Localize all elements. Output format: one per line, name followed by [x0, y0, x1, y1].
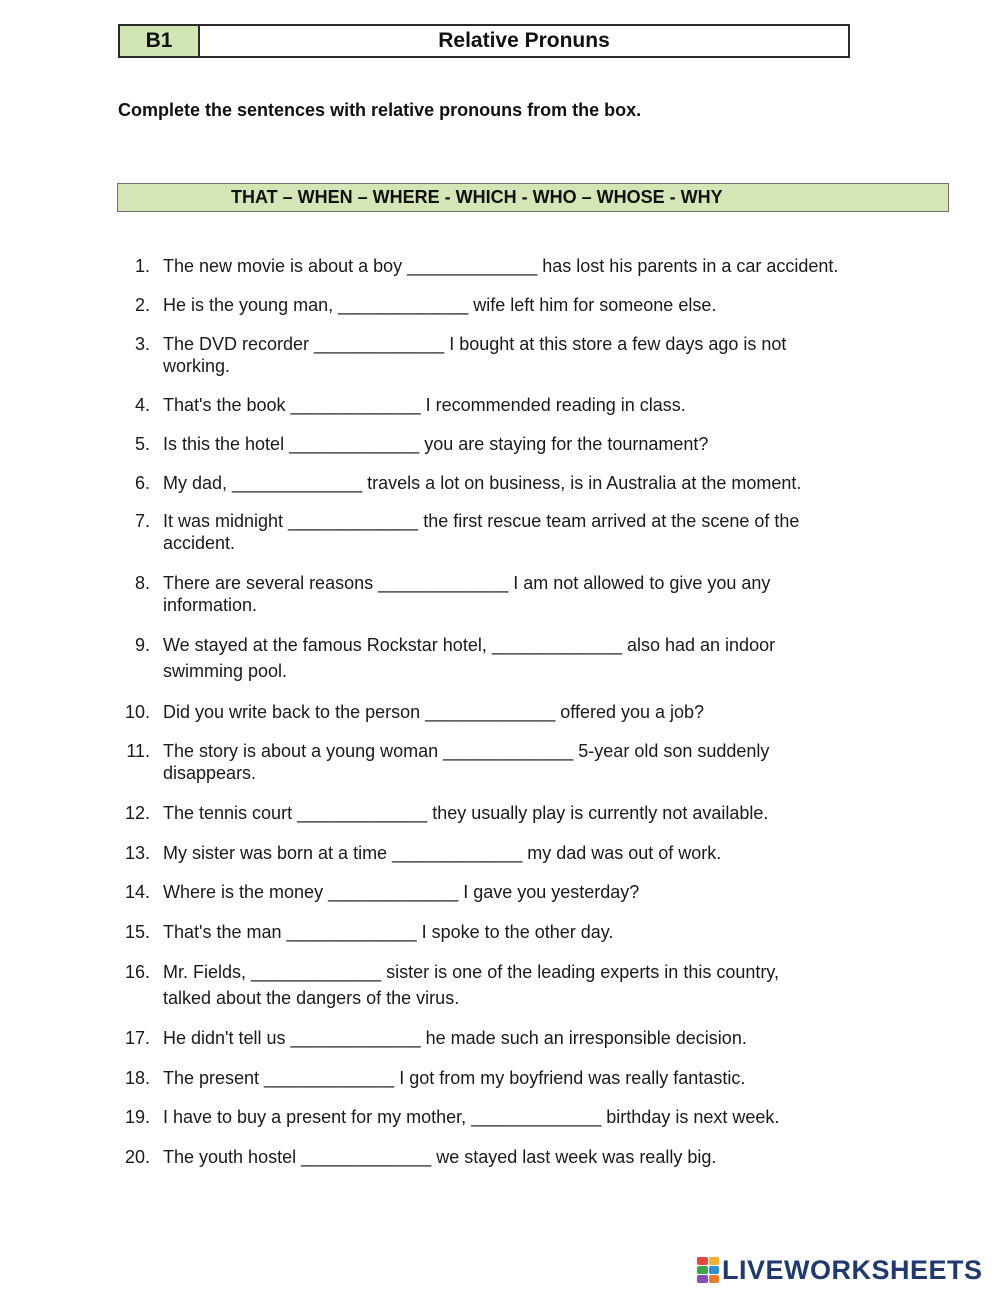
sentence-number: 9. [134, 635, 150, 655]
sentence-text [163, 255, 883, 277]
sentence-line: My sister was born at a time _____________ my dad was out of work. [163, 843, 722, 863]
sentence-line: The youth hostel _____________ we stayed last week was really big. [163, 1147, 717, 1167]
sentence-number: 14. [124, 882, 150, 902]
sentence-number: 11. [126, 741, 150, 761]
sentence-text [163, 701, 883, 723]
sentence-text [163, 510, 883, 554]
sentence-line: The story is about a young woman _____________ 5-year old son suddenly [163, 741, 770, 761]
sentence-text [163, 294, 883, 316]
sentence-number: 6. [134, 473, 150, 493]
sentence-line: Where is the money _____________ I gave you yesterday? [163, 882, 640, 902]
sentence-text [163, 1146, 883, 1168]
sentence-number: 5. [134, 434, 150, 454]
sentence-number: 2. [134, 295, 150, 315]
sentence-text [163, 921, 883, 943]
sentence-line: That's the man _____________ I spoke to the other day. [163, 922, 614, 942]
sentence-line: That's the book _____________ I recommended reading in class. [163, 395, 686, 415]
level-label: B1 [120, 26, 200, 56]
logo-mark-square [697, 1275, 708, 1283]
sentence-text [163, 433, 883, 455]
liveworksheets-logo [697, 1255, 983, 1285]
sentence-number: 1. [134, 256, 150, 276]
sentence-number: 17. [124, 1028, 150, 1048]
logo-mark-icon [697, 1257, 719, 1283]
sentence-line: Did you write back to the person _____________ offered you a job? [163, 702, 705, 722]
sentence-line: accident. [163, 533, 236, 553]
sentence-number: 7. [134, 511, 150, 531]
sentence-line: I have to buy a present for my mother, _____________ birthday is next week. [163, 1107, 780, 1127]
worksheet-title: Relative Pronuns [438, 29, 610, 52]
sentence-text [163, 961, 883, 1013]
sentence-line: swimming pool. [163, 661, 288, 681]
word-box: THAT – WHEN – WHERE - WHICH - WHO – WHOSE - WHY [117, 183, 949, 212]
sentence-number: 20. [124, 1147, 150, 1167]
sentence-line: The tennis court _____________ they usually play is currently not available. [163, 803, 769, 823]
sentence-text [163, 572, 883, 616]
logo-mark-square [709, 1266, 720, 1274]
logo-mark-square [697, 1266, 708, 1274]
sentence-text [163, 472, 883, 494]
sentence-line: He is the young man, _____________ wife left him for someone else. [163, 295, 717, 315]
sentence-number: 10. [124, 702, 150, 722]
sentence-number: 15. [124, 922, 150, 942]
sentence-text [163, 1027, 883, 1049]
sentence-line: talked about the dangers of the virus. [163, 988, 460, 1008]
sentence-number: 12. [124, 803, 150, 823]
logo-mark-square [709, 1257, 720, 1265]
sentence-line: Is this the hotel _____________ you are staying for the tournament? [163, 434, 709, 454]
sentence-line: The new movie is about a boy _____________ has lost his parents in a car accident. [163, 256, 839, 276]
sentence-text [163, 842, 883, 864]
sentence-text [163, 802, 883, 824]
sentence-line: There are several reasons _____________ I am not allowed to give you any [163, 573, 771, 593]
sentence-number: 3. [134, 334, 150, 354]
sentence-text [163, 634, 883, 686]
header-table [118, 24, 850, 58]
sentence-text [163, 394, 883, 416]
logo-mark-square [709, 1275, 720, 1283]
sentence-text [163, 740, 883, 784]
sentence-text [163, 333, 883, 377]
sentence-line: working. [163, 356, 231, 376]
sentence-line: The DVD recorder _____________ I bought at this store a few days ago is not [163, 334, 787, 354]
sentence-line: information. [163, 595, 258, 615]
sentence-line: Mr. Fields, _____________ sister is one of the leading experts in this country, [163, 962, 780, 982]
sentence-line: We stayed at the famous Rockstar hotel, _____________ also had an indoor [163, 635, 776, 655]
sentence-number: 16. [124, 962, 150, 982]
sentence-text [163, 1106, 883, 1128]
sentence-number: 18. [124, 1068, 150, 1088]
sentence-number: 4. [134, 395, 150, 415]
sentence-number: 8. [134, 573, 150, 593]
sentence-line: It was midnight _____________ the first rescue team arrived at the scene of the [163, 511, 800, 531]
instruction-text: Complete the sentences with relative pronouns from the box. [118, 100, 642, 120]
sentence-number: 19. [124, 1107, 150, 1127]
logo-mark-square [697, 1257, 708, 1265]
sentence-line: disappears. [163, 763, 257, 783]
sentence-text [163, 1067, 883, 1089]
sentence-line: The present _____________ I got from my boyfriend was really fantastic. [163, 1068, 746, 1088]
sentence-text [163, 881, 883, 903]
logo-text: LIVEWORKSHEETS [722, 1254, 983, 1285]
sentence-line: He didn't tell us _____________ he made such an irresponsible decision. [163, 1028, 747, 1048]
sentence-line: My dad, _____________ travels a lot on business, is in Australia at the moment. [163, 473, 802, 493]
sentence-number: 13. [124, 843, 150, 863]
